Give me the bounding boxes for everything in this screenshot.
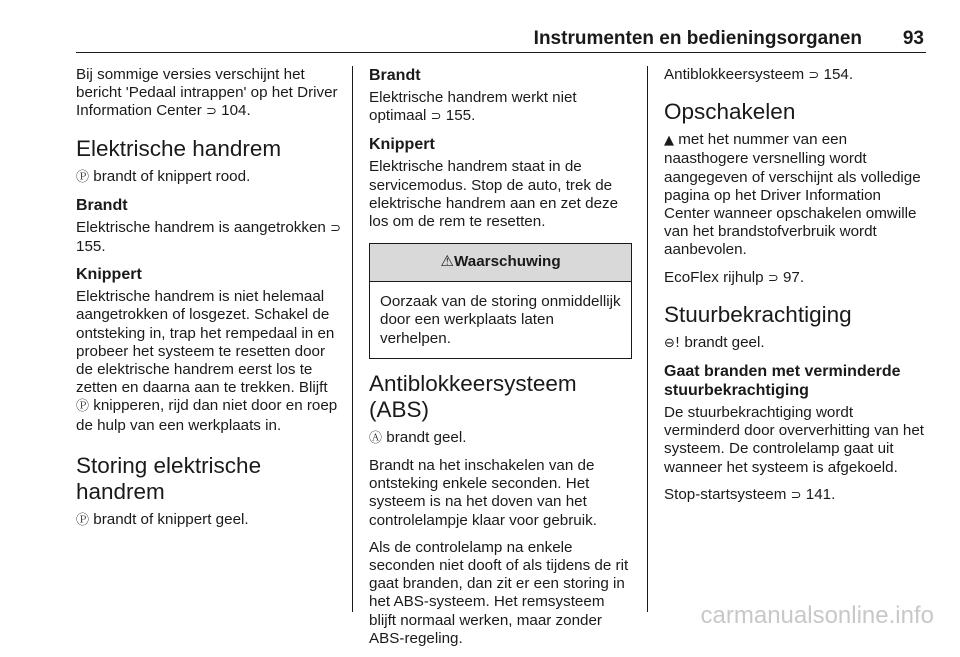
reference-arrow-icon: ⊃ <box>430 109 442 125</box>
page-reference[interactable]: 155. <box>445 107 476 125</box>
page-reference[interactable]: 104. <box>221 102 251 120</box>
subheading-gaat-branden: Gaat branden met verminderde stuurbekrachtiging <box>664 363 901 400</box>
reference-arrow-icon: ⊃ <box>790 487 802 503</box>
warning-text: Oorzaak van de storing onmiddellijk door een werkplaats laten verhelpen. <box>380 293 621 347</box>
abs-paragraph-2: Als de controlelamp na enkele seconden niet dooft of als tijdens de rit gaat branden, dan zit er een storing in het ABS-systeem. Het remsysteem blijft normaal werken, maar zonder ABS-regeling. <box>369 538 629 647</box>
abs-description: Ⓐ brandt geel. <box>369 428 467 446</box>
gaat-paragraph: De stuurbekrachtiging wordt verminderd door oververhitting van het systeem. De controlelamp gaat uit wanneer het systeem is afgekoeld. <box>664 404 925 476</box>
brandt-paragraph: Elektrische handrem is aangetrokken ⊃ 155. <box>76 218 342 256</box>
subheading-brandt: Brandt <box>76 196 128 214</box>
section-heading-storing: Storing elektrische handrem <box>76 452 262 504</box>
subheading-knippert: Knippert <box>76 266 142 284</box>
page-reference[interactable]: 155. <box>76 238 106 256</box>
stuur-description: ⊖! brandt geel. <box>664 333 765 351</box>
upshift-arrow-icon: ▲ <box>664 133 674 149</box>
section-heading-handrem: Elektrische handrem <box>76 135 282 161</box>
section-heading-stuurbekrachtiging: Stuurbekrachtiging <box>664 301 852 327</box>
subheading-brandt: Brandt <box>369 67 421 84</box>
column-2 <box>369 66 632 657</box>
intro-paragraph: Bij sommige versies verschijnt het bericht 'Pedaal intrappen' op het Driver Information Center ⊃ 104. <box>76 66 338 120</box>
knippert-paragraph: Elektrische handrem staat in de servicemodus. Stop de auto, trek de elektrische handrem aan en zet deze los om de rem te resetten. <box>369 158 619 231</box>
warning-header <box>370 244 631 282</box>
watermark: carmanualsonline.info <box>700 602 934 629</box>
power-steering-icon: ⊖! <box>664 335 681 351</box>
column-divider <box>352 66 353 612</box>
warning-box <box>369 243 632 359</box>
page-number: 93 <box>902 28 924 49</box>
ecoflex-reference-line: EcoFlex rijhulp ⊃ 97. <box>664 268 805 286</box>
column-divider <box>647 66 648 612</box>
warning-title: Waarschuwing <box>454 253 561 271</box>
brandt-paragraph: Elektrische handrem werkt niet optimaal ⊃ 155. <box>369 89 577 125</box>
handrem-description: Ⓟ brandt of knippert rood. <box>76 167 251 185</box>
reference-arrow-icon: ⊃ <box>767 270 779 286</box>
reference-arrow-icon: ⊃ <box>808 68 820 83</box>
subheading-knippert: Knippert <box>369 136 435 154</box>
reference-arrow-icon: ⊃ <box>330 220 342 236</box>
storing-description: Ⓟ brandt of knippert geel. <box>76 510 249 528</box>
page-header-title: Instrumenten en bedieningsorganen <box>533 28 862 49</box>
opschakelen-paragraph: ▲ met het nummer van een naasthogere versnelling wordt aangegeven of verschijnt als volledige pagina op het Driver Information Center wanneer opschakelen omwille van het brandstofverbruik wordt aanbevolen. <box>664 131 921 259</box>
abs-icon: Ⓐ <box>369 430 383 446</box>
reference-arrow-icon: ⊃ <box>206 104 217 120</box>
column-1 <box>76 66 344 539</box>
section-heading-opschakelen: Opschakelen <box>664 99 796 125</box>
section-heading-abs: Antiblokkeersysteem (ABS) <box>369 370 577 422</box>
abs-reference-line: Antiblokkeersysteem ⊃ 154. <box>664 66 854 83</box>
parking-brake-icon: Ⓟ <box>76 399 90 415</box>
page-reference[interactable]: 97. <box>782 268 805 286</box>
page-reference[interactable]: 154. <box>823 66 854 83</box>
column-3 <box>664 66 928 514</box>
abs-paragraph-1: Brandt na het inschakelen van de ontsteking enkele seconden. Het systeem is na het doven van het controlelampje klaar voor gebruik. <box>369 457 597 529</box>
parking-brake-icon: Ⓟ <box>76 169 90 185</box>
warning-icon: ⚠ <box>440 253 454 271</box>
knippert-paragraph: Elektrische handrem is niet helemaal aangetrokken of losgezet. Schakel de ontsteking in, trap het rempedaal in en probeer het systeem te resetten door de elektrische handrem eerst los te zetten en daarna aan te trekken. Blijft Ⓟ knipperen, rijd dan niet door en roep de hulp van een werkplaats in. <box>76 288 338 434</box>
page-reference[interactable]: 141. <box>805 485 836 503</box>
header-rule <box>76 52 926 53</box>
stopstart-reference-line: Stop-startsysteem ⊃ 141. <box>664 485 836 503</box>
brake-fault-icon: Ⓟ <box>76 512 90 528</box>
